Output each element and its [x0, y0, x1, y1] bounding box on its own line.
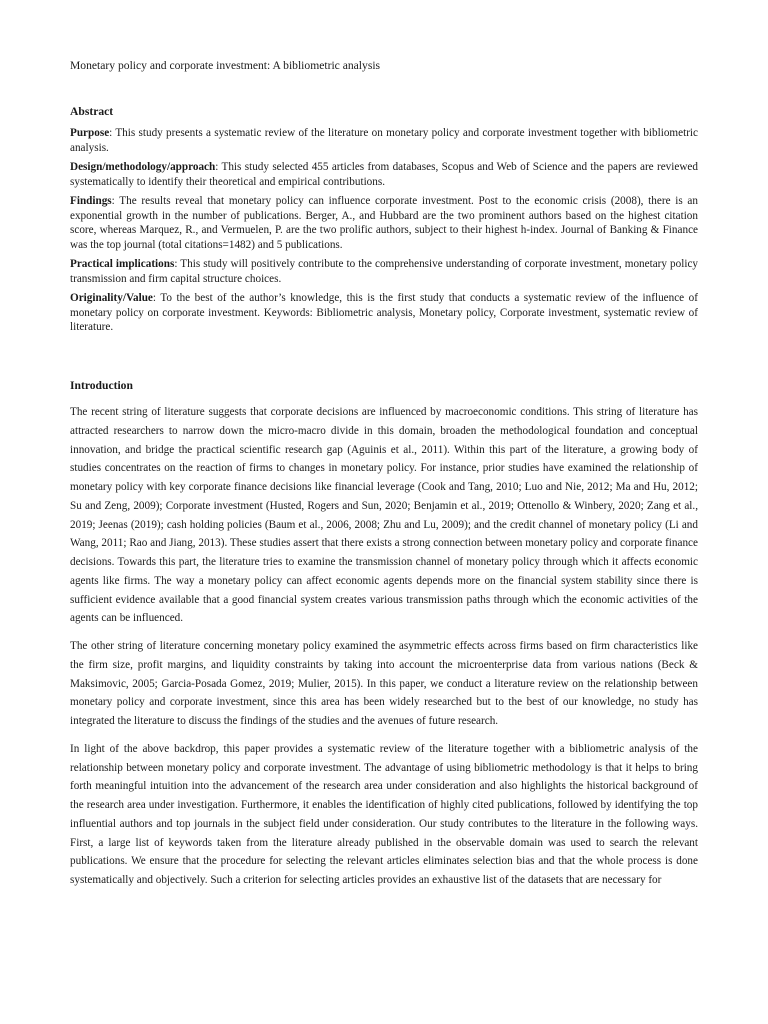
- abstract-originality: [70, 291, 698, 335]
- introduction-paragraph: In light of the above backdrop, this paper provides a systematic review of the literature together with a bibliometric analysis of the relationship between monetary policy and corporate investment. The advantage of using bibliometric methodology is that it helps to bring forth meaningful intuition into the advancement of the research area under consideration and also highlights the historical background of the research area under investigation. Furthermore, it enables the identification of highly cited publications, followed by identifying the top influential authors and top journals in the subject field under consideration. Our study contributes to the literature in the following ways. First, a large list of keywords taken from the literature already published in the observable domain was used to search the relevant publications. We ensure that the procedure for selecting the relevant articles eliminates selection bias and that the whole process is done systematically and objectively. Such a criterion for selecting articles provides an exhaustive list of the datasets that are necessary for: [70, 742, 698, 886]
- findings-label: Findings: [70, 195, 112, 207]
- abstract-purpose: [70, 126, 698, 155]
- introduction-paragraph: The recent string of literature suggests that corporate decisions are influenced by macroeconomic conditions. This string of literature has attracted researchers to narrow down the micro-macro divide in this domain, broaden the methodological foundation and conceptual innovation, and bridge the practical scientific research gap (Aguinis et al., 2011). Within this part of the literature, a growing body of studies concentrates on the reaction of firms to changes in monetary policy. For instance, prior studies have examined the relationship of monetary policy with key corporate finance decisions like financial leverage (Cook and Tang, 2010; Luo and Nie, 2012; Ma and Hu, 2012; Su and Zeng, 2009); Corporate investment (Husted, Rogers and Sun, 2020; Benjamin et al., 2019; Ottenollo & Winbery, 2020; Zang et al., 2019; Jeenas (2019); cash holding policies (Baum et al., 2006, 2008; Zhu and Lu, 2009); and the credit channel of monetary policy (Li and Wang, 2011; Rao and Jiang, 2013). These studies assert that there exists a strong connection between monetary policy and corporate finance decisions. Towards this part, the literature tries to examine the transmission channel of monetary policy through which it affects economic agents like firms. The way a monetary policy can affect economic agents depends more on the financial system stability since there is sufficient evidence available that a good financial system creates various transmission paths through which the economic activities of the agents can be influenced.: [70, 406, 698, 625]
- abstract-design: [70, 160, 698, 189]
- design-label: Design/methodology/approach: [70, 161, 216, 173]
- document-title: Monetary policy and corporate investment: A bibliometric analysis: [70, 59, 381, 72]
- originality-label: Originality/Value: [70, 292, 153, 304]
- design-text: : This study selected 455 articles from databases, Scopus and Web of Science and the papers are reviewed systematically to identify their theoretical and empirical contributions.: [70, 161, 698, 188]
- practical-label: Practical implications: [70, 258, 175, 270]
- abstract-findings: [70, 194, 698, 252]
- originality-text: : To the best of the author’s knowledge, this is the first study that conducts a systematic review of the influence of monetary policy on corporate investment. Keywords: Bibliometric analysis, Monetary policy, Corporate investment, systematic review of literature.: [70, 292, 698, 333]
- purpose-text: : This study presents a systematic review of the literature on monetary policy and corporate investment together with bibliometric analysis.: [70, 127, 698, 154]
- purpose-label: Purpose: [70, 127, 110, 139]
- abstract-heading: Abstract: [70, 105, 114, 118]
- introduction-section: [70, 403, 698, 899]
- practical-text: : This study will positively contribute to the comprehensive understanding of corporate investment, monetary policy transmission and firm capital structure choices.: [70, 258, 698, 285]
- introduction-paragraph: The other string of literature concerning monetary policy examined the asymmetric effects across firms based on firm characteristics like the firm size, profit margins, and liquidity constraints by taking into account the microenterprise data from various nations (Beck & Maksimovic, 2005; Garcia-Posada Gomez, 2019; Mulier, 2015). In this paper, we conduct a literature review on the relationship between monetary policy and corporate investment, since this area has been widely researched but to the best of our knowledge, no study has integrated the literature to discuss the findings of the studies and the avenues of future research.: [70, 640, 698, 727]
- introduction-heading: Introduction: [70, 379, 133, 392]
- abstract-practical: [70, 257, 698, 286]
- abstract-section: [70, 126, 698, 340]
- findings-text: : The results reveal that monetary policy can influence corporate investment. Post to the economic crisis (2008), there is an exponential growth in the number of publications. Berger, A., and Hubbard are the two prominent authors based on the highest citation score, whereas Marquez, R., and Vermuelen, P. are the two prolific authors, subject to their highest h-index. Journal of Banking & Finance was the top journal (total citations=1482) and 5 publications.: [70, 195, 698, 251]
